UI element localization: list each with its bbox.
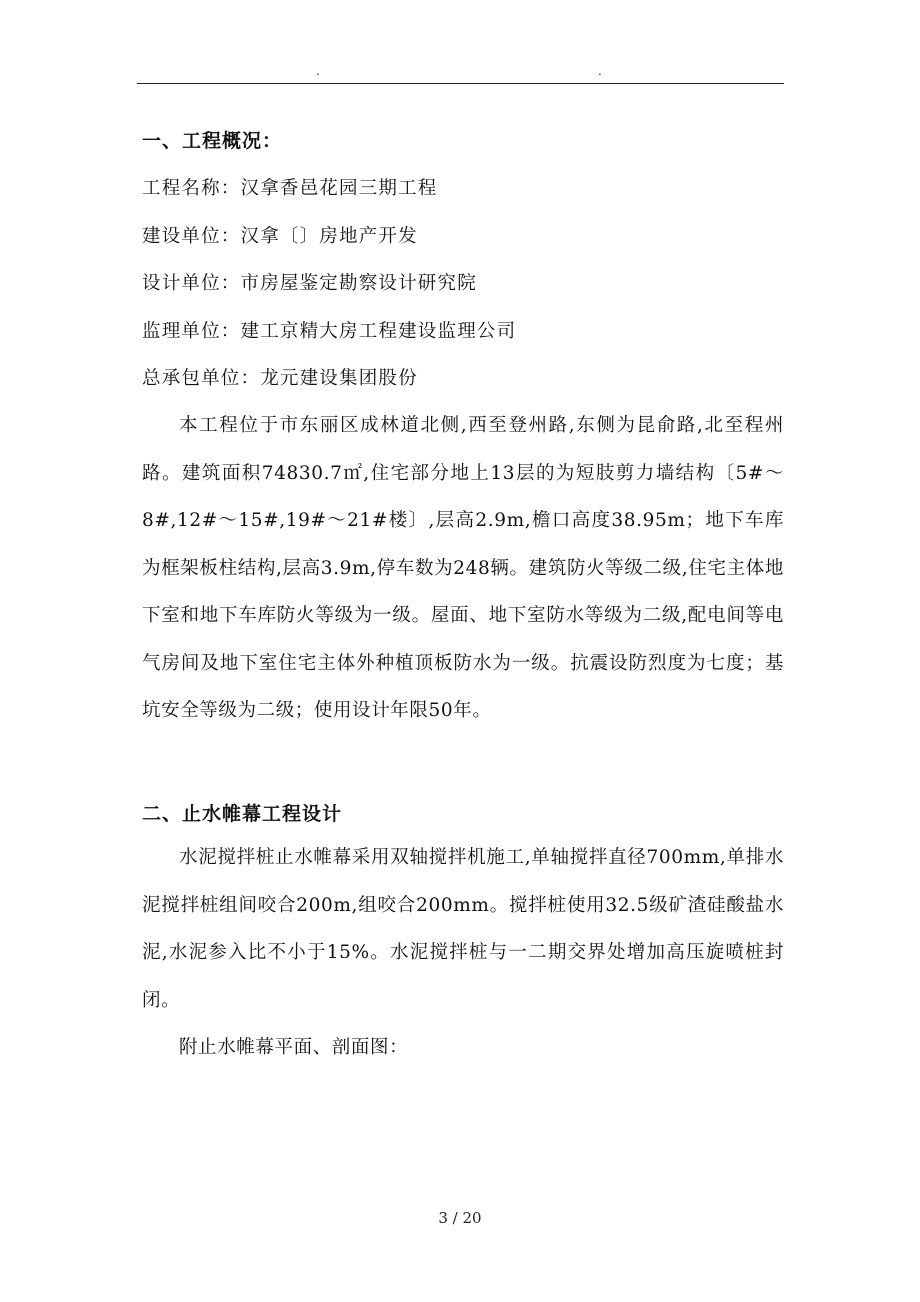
section-heading-curtain-design: 二、止水帷幕工程设计 (142, 803, 343, 825)
section-heading-overview: 一、工程概况： (142, 130, 283, 152)
overview-paragraph: 本工程位于市东丽区成林道北侧,西至登州路,东侧为昆俞路,北至程州路。建筑面积74830.7㎡,住宅部分地上13层的为短肢剪力墙结构〔5#～8#,12#～15#,19#～21#楼〕,层高2.9m,檐口高度38.95m；地下车库为框架板柱结构,层高3.9m,停车数为248辆。建筑防火等级二级,住宅主体地下室和地下车库防火等级为一级。屋面、地下室防水等级为二级,配电间等电气房间及地下室住宅主体外种植顶板防水为一级。抗震设防烈度为七度；基坑安全等级为二级；使用设计年限50年。 (142, 415, 784, 721)
project-name-line: 工程名称：汉拿香邑花园三期工程 (142, 178, 438, 199)
header-dot-left: . (316, 64, 320, 78)
header-dot-right: . (598, 64, 602, 78)
design-unit-line: 设计单位：市房屋鉴定勘察设计研究院 (142, 273, 477, 294)
supervision-unit-line: 监理单位：建工京精大房工程建设监理公司 (142, 321, 517, 342)
general-contractor-line: 总承包单位：龙元建设集团股份 (142, 368, 418, 389)
attachment-note: 附止水帷幕平面、剖面图： (179, 1037, 409, 1058)
construction-unit-line: 建设单位：汉拿〔〕房地产开发 (142, 226, 418, 247)
curtain-design-paragraph: 水泥搅拌桩止水帷幕采用双轴搅拌机施工,单轴搅拌直径700mm,单排水泥搅拌桩组间咬合200m,组咬合200mm。搅拌桩使用32.5级矿渣硅酸盐水泥,水泥参入比不小于15%。水泥搅拌桩与一二期交界处增加高压旋喷桩封闭。 (142, 847, 784, 1011)
header-rule (137, 83, 784, 84)
page-number: 3 / 20 (438, 1209, 482, 1227)
